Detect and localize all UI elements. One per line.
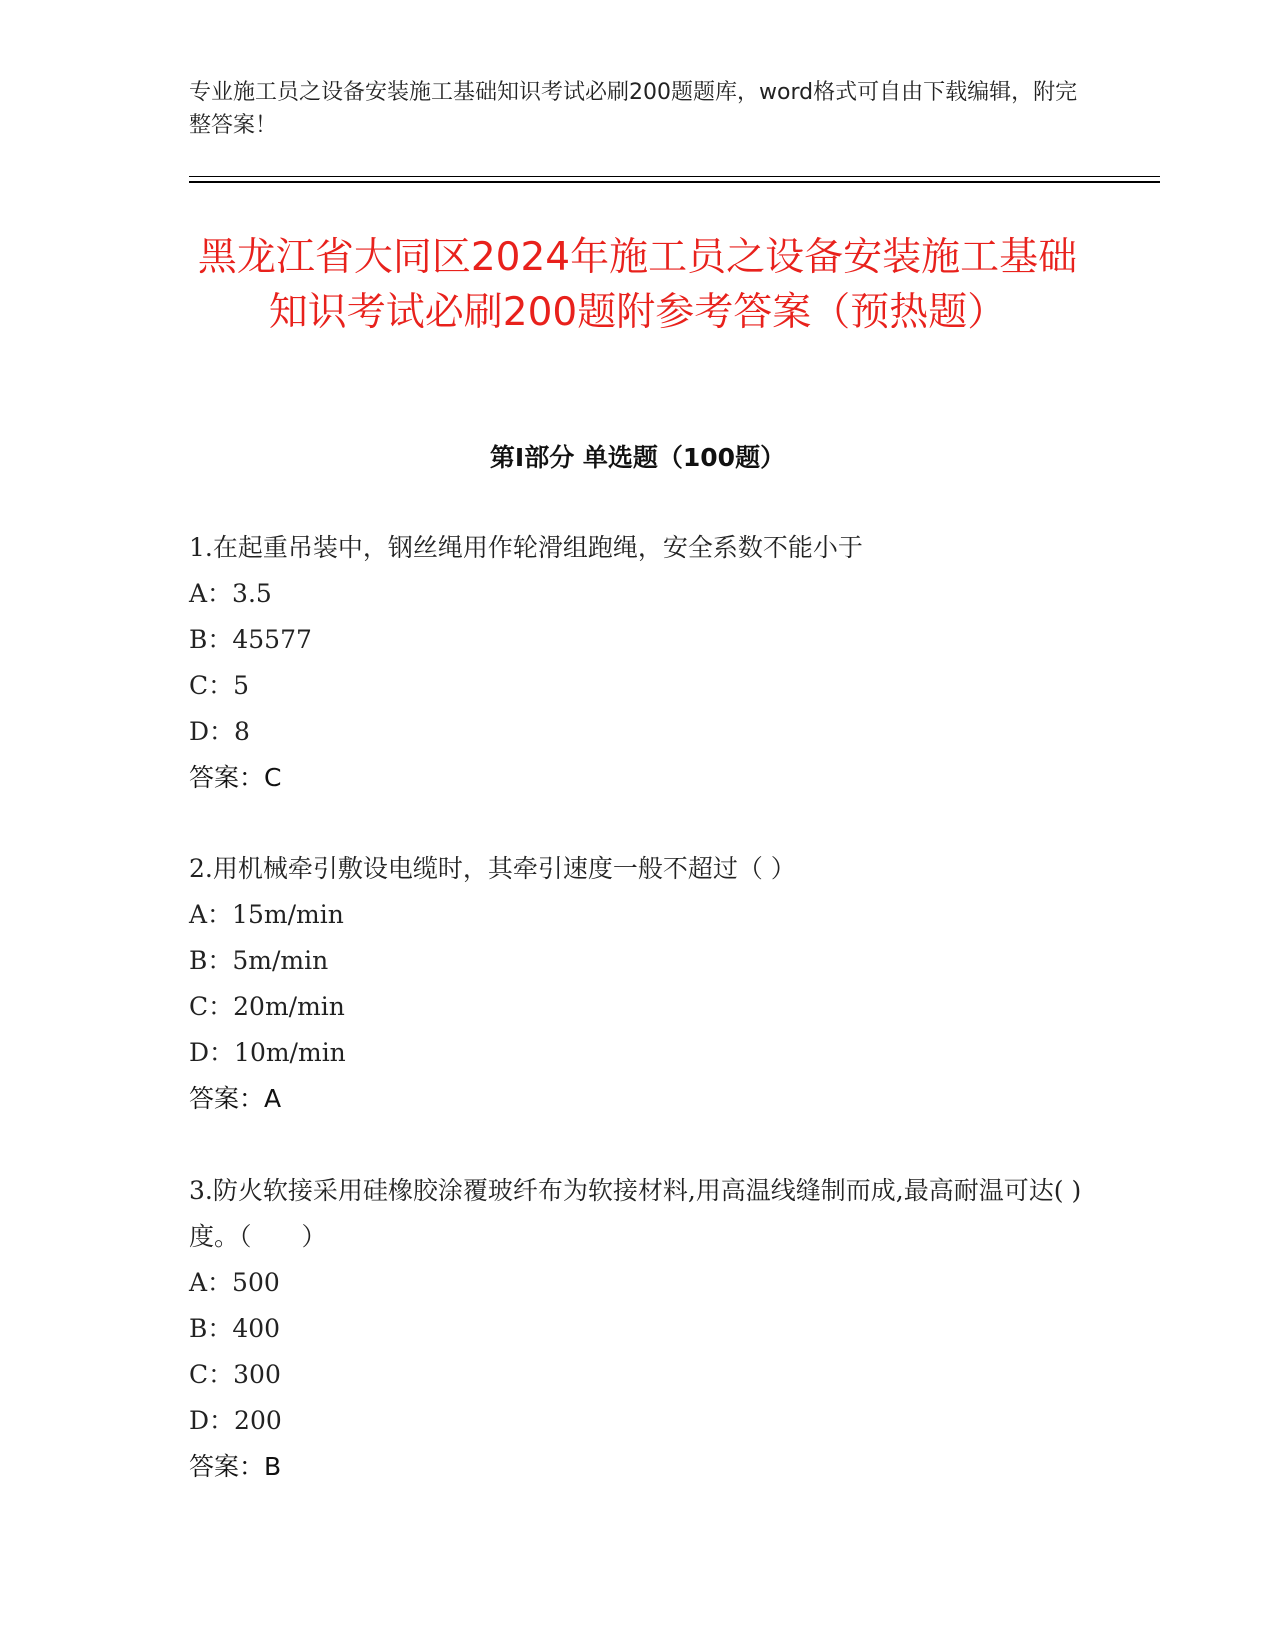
header-rule-thick [189,181,1160,183]
answer: 答案：C [189,763,282,792]
option-a: A：500 [189,1268,280,1297]
option-a: A：15m/min [189,900,344,929]
section-title: 第Ⅰ部分 单选题（100题） [489,443,786,472]
question-stem: 1.在起重吊装中，钢丝绳用作轮滑组跑绳，安全系数不能小于 [189,533,863,562]
answer: 答案：A [189,1084,282,1113]
question-1 [189,525,1089,801]
option-d: D：10m/min [189,1038,346,1067]
document-title: 黑龙江省大同区2024年施工员之设备安装施工基础知识考试必刷200题附参考答案（预热题） [197,235,1078,335]
question-3 [189,1168,1089,1490]
option-a: A：3.5 [189,579,272,608]
option-c: C：300 [189,1360,281,1389]
header-rule-thin [189,176,1160,177]
question-stem: 2.用机械牵引敷设电缆时，其牵引速度一般不超过（ ） [189,854,796,883]
option-c: C：5 [189,671,250,700]
option-b: B：400 [189,1314,281,1343]
answer: 答案：B [189,1452,282,1481]
header-note: 专业施工员之设备安装施工基础知识考试必刷200题题库，word格式可自由下载编辑，附完整答案！ [189,80,1078,138]
option-d: D：8 [189,717,250,746]
question-stem: 3.防火软接采用硅橡胶涂覆玻纤布为软接材料,用高温线缝制而成,最高耐温可达( )度。（ ） [189,1176,1082,1251]
option-d: D：200 [189,1406,282,1435]
option-b: B：45577 [189,625,312,654]
option-b: B：5m/min [189,946,329,975]
option-c: C：20m/min [189,992,345,1021]
question-2 [189,846,1089,1122]
